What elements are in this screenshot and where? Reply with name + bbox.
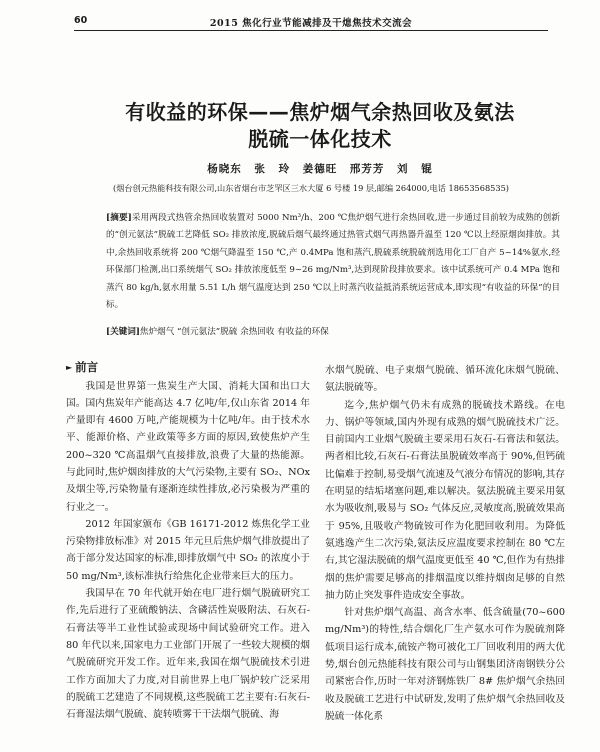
abstract [106, 210, 560, 314]
paragraph: 迄今,焦炉烟气仍未有成熟的脱硫技术路线。在电力、锅炉等领域,国内外现有成熟的烟气脱硫技术广泛。目前国内工业烟气脱硫主要采用石灰石-石膏法和氨法。两者相比较,石灰石-石膏法虽脱硫效率高于 90%,但钙硫比偏难于控制,易受烟气流速及气液分布情况的影响,其存在明显的结垢堵塞问题,难以解决。氨法脱硫主要采用氨水为吸收剂,吸易与 SO₂ 气体反应,灵敏度高,脱硫效果高于 95%,且吸收产物硫铵可作为化肥回收利用。为降低氨逃逸产生二次污染,氨法反应温度要求控制在 80 ℃左右,其它湿法脱硫的烟气温度更低至 40 ℃,但作为有热排烟的焦炉需要足够高的排烟温度以维持烟囱足够的自然抽力防止突发事件造成安全事故。 [325, 399, 565, 601]
author-list: 杨晓东 张 玲 姜德旺 邢芳芳 刘 锟 [207, 163, 433, 175]
section-title: 前言 [75, 360, 99, 374]
keywords [106, 324, 560, 341]
abstract-label: [摘要] [106, 213, 132, 223]
journal-name: 2015 焦化行业节能减排及干熄焦技术交流会 [209, 18, 413, 29]
abstract-text: 采用两段式热管余热回收装置对 5000 Nm³/h、200 ℃焦炉烟气进行余热回收,进一步通过目前较为成熟的创新的“创元氨法”脱硫工艺降低 SO₂ 排放浓度,脱硫后烟气最终通过热管式烟气再热器升温至 120 ℃以上经原烟囱排放。其中,余热回收系统将 200 ℃烟气降温至 150 ℃,产 0.4MPa 饱和蒸汽,脱硫系统脱硫剂选用化工厂自产 5~14%氨水,经环保部门检测,出口系统烟气 SO₂ 排放浓度低至 9~26 mg/Nm³,达到现阶段排放要求。该中试系统可产 0.4 MPa 饱和蒸汽 80 kg/h,氨水用量 5.51 L/h 烟气温度达到 250 ℃以上时蒸汽收益抵消系统运营成本,即实现“有收益的环保”的目标。 [106, 213, 561, 311]
affiliation: (烟台创元热能科技有限公司,山东省烟台市芝罘区三水大厦 6 号楼 19 层,邮编 264000,电话 18653568535) [113, 183, 509, 193]
paragraph: 针对焦炉烟气高温、高含水率、低含硫量(70~600 mg/Nm³)的特性,结合烟化厂生产氨水可作为脱硫剂降低项目运行成本,硫铵产物可被化工厂回收利用的两大优势,烟台创元热能科技有限公司与山钢集团济南钢铁分公司紧密合作,历时一年对济钢炼铁厂 8# 焦炉烟气余热回收及脱硫工艺进行中试研发,发明了焦炉烟气余热回收及脱硫一体化系 [325, 607, 565, 722]
paragraph: 我国早在 70 年代就开始在电厂进行烟气脱硫研究工作,先后进行了亚硫酸钠法、含磷活性炭吸附法、石灰石-石膏法等半工业性试验或现场中间试验研究工作。进入 80 年代以来,国家电力工业部门开展了一些较大规模的烟气脱硫研究开发工作。近年来,我国在烟气脱硫技术引进工作方面加大了力度,对目前世界上电厂锅炉较广泛采用的脱硫工艺建造了不同规模,这些脱硫工艺主要有:石灰石-石膏湿法烟气脱硫、旋转喷雾干干法烟气脱硫、海 [66, 588, 310, 721]
keywords-text: 焦炉烟气 “创元氨法”脱硫 余热回收 有收益的环保 [139, 327, 329, 337]
right-column [325, 362, 565, 725]
paper-title-line-1: 有收益的环保——焦炉烟气余热回收及氨法 [125, 100, 515, 124]
paragraph: 水烟气脱硫、电子束烟气脱硫、循环流化床烟气脱硫、氨法脱硫等。 [325, 365, 565, 394]
page-number: 60 [74, 15, 88, 26]
paragraph: 2012 年国家颁布《GB 16171-2012 炼焦化学工业污染物排放标准》对 2015 年元旦后焦炉烟气排放提出了高于部分发达国家的标准,即排放烟气中 SO₂ 的浓度小于 50 mg/Nm³,该标准执行给焦化企业带来巨大的压力。 [66, 518, 310, 582]
keywords-label: [关键词] [106, 327, 140, 337]
section-heading [66, 358, 310, 377]
paragraph: 我国是世界第一焦炭生产大国、消耗大国和出口大国。国内焦炭年产能高达 4.7 亿吨/年,仅山东省 2014 年产量即有 4600 万吨,产能规模为十亿吨/年。由于技术水平、能源价格、产业政策等多方面的原因,致使焦炉产生 200~320 ℃高温烟气直接排放,浪费了大量的热能源。与此同时,焦炉烟囱排放的大气污染物,主要有 SO₂、NOx 及烟尘等,污染物量有逐渐连续性排放,必污染极为严重的行业之一。 [66, 380, 310, 513]
left-column [66, 358, 310, 723]
section-arrow-icon: ► [66, 362, 73, 372]
paper-title-line-2: 脱硫一体化技术 [248, 127, 392, 151]
running-header [74, 14, 548, 31]
